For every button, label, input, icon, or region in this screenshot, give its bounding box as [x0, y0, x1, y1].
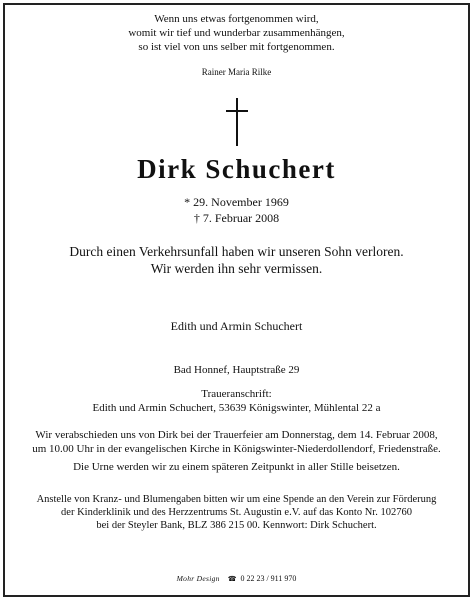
poem-line: so ist viel von uns selber mit fortgenommen. [138, 41, 335, 53]
poem-line: womit wir tief und wunderbar zusammenhängen, [128, 27, 345, 39]
home-address: Bad Honnef, Hauptstraße 29 [173, 364, 300, 376]
deceased-name: Dirk Schuchert [137, 154, 336, 184]
poem [0, 12, 473, 54]
message-line: Durch einen Verkehrsunfall haben wir unseren Sohn verloren. [69, 244, 404, 259]
funeral-service-info [0, 428, 473, 456]
phone-icon: ☎ [227, 575, 237, 583]
mourning-address [0, 387, 473, 415]
donation-line: bei der Steyler Bank, BLZ 386 215 00. Kennwort: Dirk Schuchert. [96, 520, 377, 531]
life-dates [0, 194, 473, 226]
poem-line: Wenn uns etwas fortgenommen wird, [154, 13, 319, 25]
designer-phone: 0 22 23 / 911 970 [240, 574, 297, 583]
footer [0, 574, 473, 583]
birth-date: * 29. November 1969 [184, 195, 289, 209]
mourning-address-value: Edith und Armin Schuchert, 53639 Königswinter, Mühlental 22 a [92, 402, 381, 414]
donation-line: Anstelle von Kranz- und Blumengaben bitten wir um eine Spende an den Verein zur Förderung [36, 494, 437, 505]
poem-author: Rainer Maria Rilke [201, 67, 272, 77]
cross-icon [226, 98, 248, 146]
mourning-address-label: Traueranschrift: [201, 388, 272, 400]
message-line: Wir werden ihn sehr vermissen. [150, 261, 323, 276]
service-line: um 10.00 Uhr in der evangelischen Kirche in Königswinter-Niederdollendorf, Friedenstraße. [32, 443, 441, 455]
parents-names: Edith und Armin Schuchert [170, 319, 303, 333]
condolence-message [0, 243, 473, 277]
donation-line: der Kinderklinik und des Herzzentrums St. Augustin e.V. auf das Konto Nr. 102760 [61, 507, 412, 518]
service-line: Wir verabschieden uns von Dirk bei der Trauerfeier am Donnerstag, dem 14. Februar 2008, [35, 429, 438, 441]
donation-request [0, 493, 473, 532]
urn-note: Die Urne werden wir zu einem späteren Zeitpunkt in aller Stille beisetzen. [73, 461, 400, 473]
death-date: † 7. Februar 2008 [193, 211, 280, 225]
designer-logo: Mohr Design [176, 574, 220, 583]
